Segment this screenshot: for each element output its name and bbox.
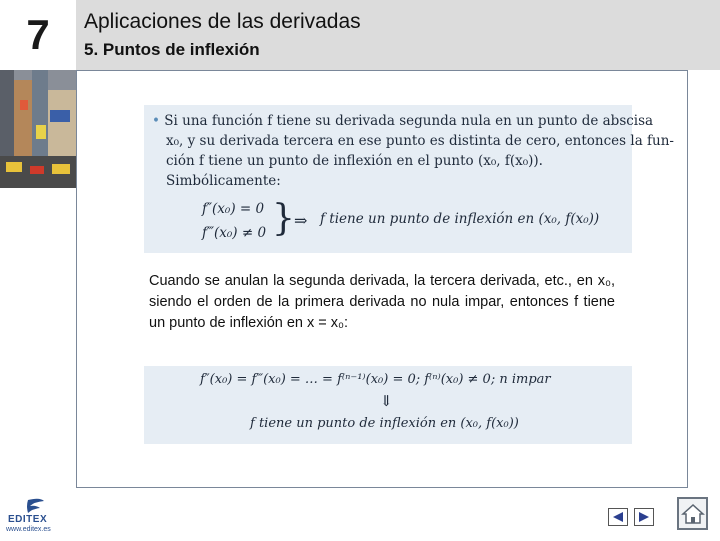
bullet-icon: • — [152, 113, 160, 129]
generalization-line-2: f tiene un punto de inflexión en (x₀, f(x₀)) — [250, 416, 519, 431]
generalization-box — [144, 366, 632, 444]
logo-url: www.editex.es — [6, 526, 51, 533]
section-subtitle: 5. Puntos de inflexión — [84, 40, 260, 59]
chapter-number: 7 — [26, 11, 50, 58]
arrow-left-icon — [611, 511, 625, 523]
theorem-box — [144, 105, 674, 253]
theorem-line-2: x₀, y su derivada tercera en ese punto es distinta de cero, entonces la fun- — [166, 133, 674, 149]
page-title: Aplicaciones de las derivadas — [84, 10, 361, 33]
next-button[interactable] — [634, 508, 654, 526]
city-photo — [0, 70, 76, 188]
generalization-line-1: f″(x₀) = f‴(x₀) = … = f⁽ⁿ⁻¹⁾(x₀) = 0; f⁽ⁿ⁾(x₀) ≠ 0; n impar — [200, 372, 551, 387]
implies-arrow-icon: ⇒ — [294, 211, 308, 230]
brace-icon: } — [272, 198, 295, 239]
condition-third-derivative: f‴(x₀) ≠ 0 — [202, 225, 267, 241]
theorem-line-4: Simbólicamente: — [166, 173, 281, 189]
editex-logo — [6, 496, 62, 536]
home-icon — [681, 502, 705, 526]
down-arrow-icon: ⇓ — [380, 392, 393, 410]
previous-button[interactable] — [608, 508, 628, 526]
arrow-right-icon — [637, 511, 651, 523]
theorem-line-3: ción f tiene un punto de inflexión en el punto (x₀, f(x₀)). — [166, 153, 543, 169]
explanation-paragraph: Cuando se anulan la segunda derivada, la tercera derivada, etc., en x₀, siendo el orden de la primera derivada no nula impar, entonces f tiene un punto de inflexión en x = x₀: — [149, 273, 615, 331]
theorem-conclusion: f tiene un punto de inflexión en (x₀, f(x₀)) — [320, 211, 600, 227]
theorem-line-1: • Si una función f tiene su derivada segunda nula en un punto de abscisa — [152, 113, 654, 129]
home-button[interactable] — [677, 497, 708, 530]
condition-second-derivative: f″(x₀) = 0 — [202, 201, 265, 217]
logo-text: EDITEX — [8, 514, 48, 525]
